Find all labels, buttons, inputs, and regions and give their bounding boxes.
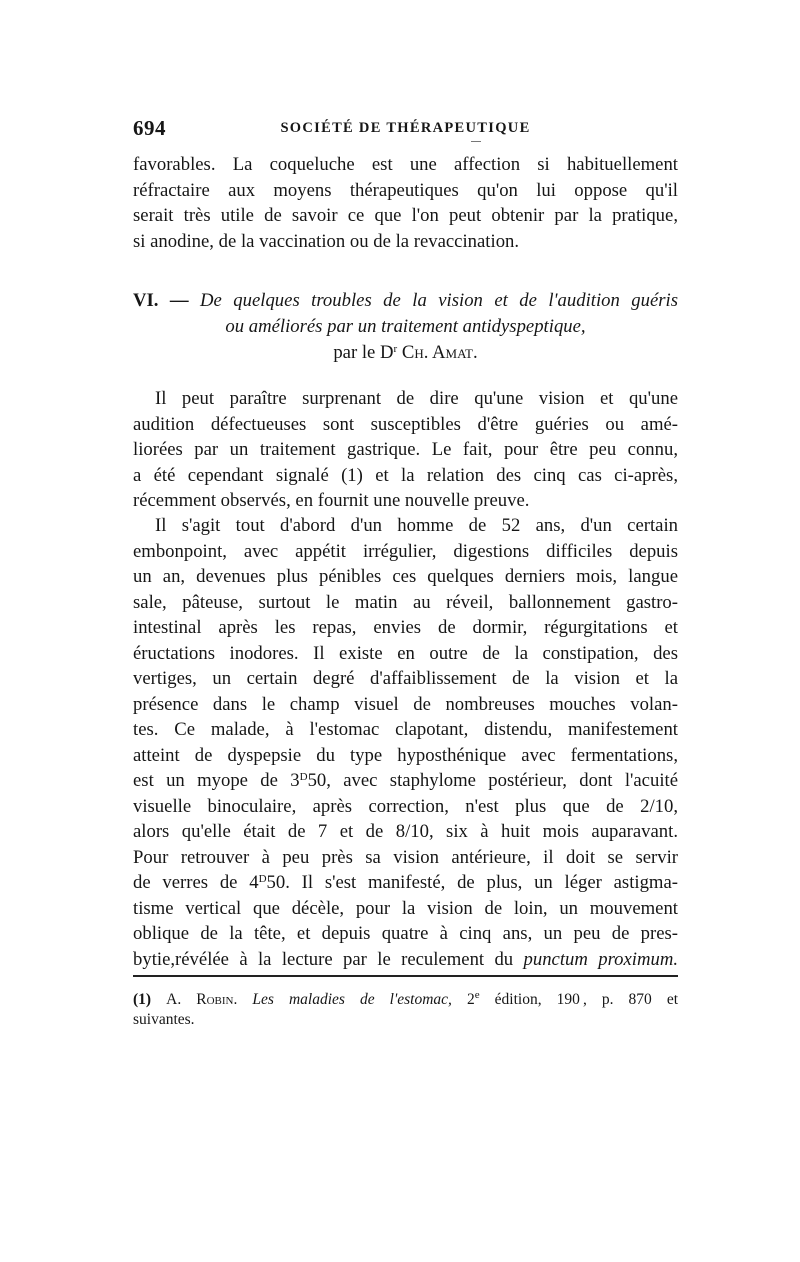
text-line: éructations inodores. Il existe en outre de la constipation, des xyxy=(133,642,678,664)
footnote-edition: 2e édition, 190 , p. 870 et xyxy=(466,989,679,1008)
section-numeral: VI. xyxy=(133,290,159,311)
text-line: serait très utile de savoir ce que l'on peut obtenir par la pratique, xyxy=(133,205,678,226)
footnote-line-2: suivantes. xyxy=(133,1011,195,1028)
text-line: récemment observés, en fournit une nouvelle preuve. xyxy=(133,490,530,511)
section-title-line-1 xyxy=(133,288,678,314)
text-line: réfractaire aux moyens thérapeutiques qu'on lui oppose qu'il xyxy=(133,179,678,201)
paragraph-2 xyxy=(133,513,678,972)
section-author xyxy=(133,340,678,366)
footnote xyxy=(133,990,678,1030)
text-line: un an, devenues plus pénibles ces quelques derniers mois, langue xyxy=(133,566,678,587)
footnote-rule xyxy=(133,975,678,977)
text-line: est un myope de $3^D50$, avec staphylome postérieur, dont l'acuité xyxy=(133,770,678,791)
section-heading xyxy=(133,288,678,366)
paragraph-1 xyxy=(133,386,678,514)
author-name: Ch. Amat. xyxy=(401,342,478,363)
text-line: tes. Ce malade, à l'estomac clapotant, distendu, manifestement xyxy=(133,719,678,740)
intro-paragraph xyxy=(133,152,678,254)
text-line: atteint de dyspepsie du type hyposthénique avec fermentations, xyxy=(133,744,678,766)
text-line: Pour retrouver à peu près sa vision antérieure, il doit se servir xyxy=(133,846,678,868)
footnote-number: (1) xyxy=(133,991,152,1008)
text-line: intestinal après les repas, envies de dormir, régurgitations et xyxy=(133,617,678,638)
header-mark xyxy=(471,141,481,142)
running-head xyxy=(133,116,678,144)
running-title: SOCIÉTÉ DE THÉRAPEUTIQUE xyxy=(280,120,531,136)
text-line: présence dans le champ visuel de nombreuses mouches volan- xyxy=(133,693,678,715)
section-title-line-2: ou améliorés par un traitement antidyspeptique, xyxy=(225,315,586,337)
page-number: 694 xyxy=(133,116,166,140)
text-line: de verres de $4^D50$. Il s'est manifesté, de plus, un léger astigma- xyxy=(133,872,678,893)
text-line: favorables. La coqueluche est une affection si habituellement xyxy=(133,154,678,175)
text-line: sale, pâteuse, surtout le matin au réveil, ballonnement gastro- xyxy=(133,591,678,613)
author-title: $D^r$ xyxy=(380,342,398,363)
text-line: a été cependant signalé (1) et la relation des cinq cas ci-après, xyxy=(133,464,678,486)
footnote-line-1 xyxy=(133,990,678,1010)
text-line: si anodine, de la vaccination ou de la revaccination. xyxy=(133,230,520,252)
text-line: visuelle binoculaire, après correction, n'est plus que de 2/10, xyxy=(133,795,678,817)
text-line: liorées par un traitement gastrique. Le fait, pour être peu connu, xyxy=(133,439,678,460)
text-line: vertiges, un certain degré d'affaiblissement de la vision et la xyxy=(133,668,678,689)
text-line: alors qu'elle était de 7 et de 8/10, six à huit mois auparavant. xyxy=(133,821,678,842)
section-title-text-1: De quelques troubles de la vision et de l'audition guéris xyxy=(200,290,679,311)
text-line: bytie,révélée à la lecture par le reculement du punctum proximum. xyxy=(133,948,678,970)
text-line: audition défectueuses sont susceptibles d'être guéries ou amé- xyxy=(133,413,678,435)
footnote-work: Les maladies de l'estomac, xyxy=(252,991,452,1008)
text-line: Il peut paraître surprenant de dire qu'une vision et qu'une xyxy=(155,388,678,409)
text-line: Il s'agit tout d'abord d'un homme de 52 ans, d'un certain xyxy=(155,515,678,536)
latin-term: punctum proximum. xyxy=(523,948,678,970)
text-line: embonpoint, avec appétit irrégulier, digestions difficiles depuis xyxy=(133,540,678,562)
footnote-author: A. Robin. xyxy=(166,991,238,1008)
text-line: tisme vertical que décèle, pour la vision de loin, un mouvement xyxy=(133,897,678,919)
text-line: oblique de la tête, et depuis quatre à cinq ans, un peu de pres- xyxy=(133,923,678,944)
section-dash: — xyxy=(169,290,189,311)
author-prefix: par le xyxy=(333,342,376,363)
